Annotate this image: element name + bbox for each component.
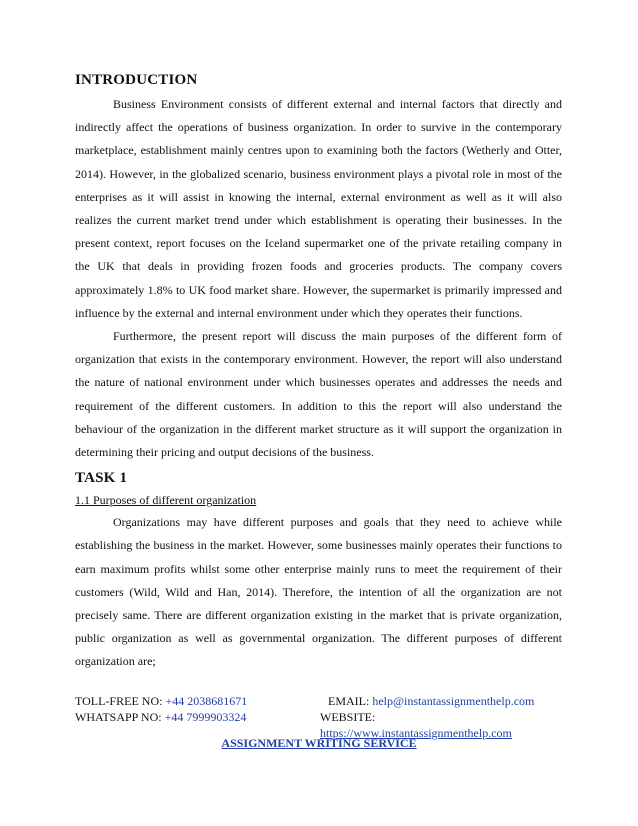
tollfree-label: TOLL-FREE NO: — [75, 694, 166, 708]
task1-paragraph-1: Organizations may have different purposes and goals that they need to achieve while establishing the business in the market. However, some businesses mainly operates their functions to earn maximum profits whilst some other enterprise mainly runs to meet the requirement of their customers (Wild, Wild and Han, 2014). Therefore, the intention of all the organization are not precisely same. There are different organization existing in the market that is private organization, public organization as well as governmental organization. The different purposes of different organization are; — [75, 515, 562, 669]
introduction-heading: INTRODUCTION — [75, 72, 198, 88]
email-address[interactable]: help@instantassignmenthelp.com — [372, 694, 535, 708]
intro-paragraph-1: Business Environment consists of different external and internal factors that directly and indirectly affect the operations of business organization. In order to survive in the contemporary marketplace, establishment mainly centres upon to examining both the factors (Wetherly and Otter, 2014). However, in the globalized scenario, business environment plays a pivotal role in most of the enterprises as it will assist in knowing the internal, external environment as well as it will also realizes the current market trend under which establishment is operating their businesses. In the present context, report focuses on the Iceland supermarket one of the private retailing company in the UK that deals in providing frozen foods and groceries products. The company covers approximately 1.8% to UK food market share. However, the supermarket is primarily impressed and influence by the external and internal environment under which they operates their functions. — [75, 97, 562, 320]
assignment-writing-service-link[interactable]: ASSIGNMENT WRITING SERVICE — [221, 736, 417, 750]
email-label: EMAIL: — [328, 694, 373, 708]
service-banner — [0, 736, 638, 751]
task1-heading: TASK 1 — [75, 470, 128, 487]
intro-paragraph-2: Furthermore, the present report will discuss the main purposes of the different form of organization that exists in the contemporary environment. However, the report will also understand the nature of national environment under which businesses operates and addresses the needs and requirement of the different customers. In addition to this the report will also understand the behaviour of the organization in the different market structure as it will support the organization in determining their pricing and output decisions of the business. — [75, 329, 562, 460]
document-body — [75, 72, 562, 674]
tollfree-number[interactable]: +44 2038681671 — [165, 694, 248, 708]
footer-row-1 — [75, 693, 562, 709]
footer — [75, 693, 562, 741]
task1-subheading: 1.1 Purposes of different organization — [75, 493, 257, 508]
website-label: WEBSITE: — [320, 710, 376, 724]
website-link[interactable]: https://www.instantassignmenthelp.com — [320, 726, 512, 740]
whatsapp-number[interactable]: +44 7999903324 — [164, 710, 247, 724]
whatsapp-label: WHATSAPP NO: — [75, 710, 165, 724]
